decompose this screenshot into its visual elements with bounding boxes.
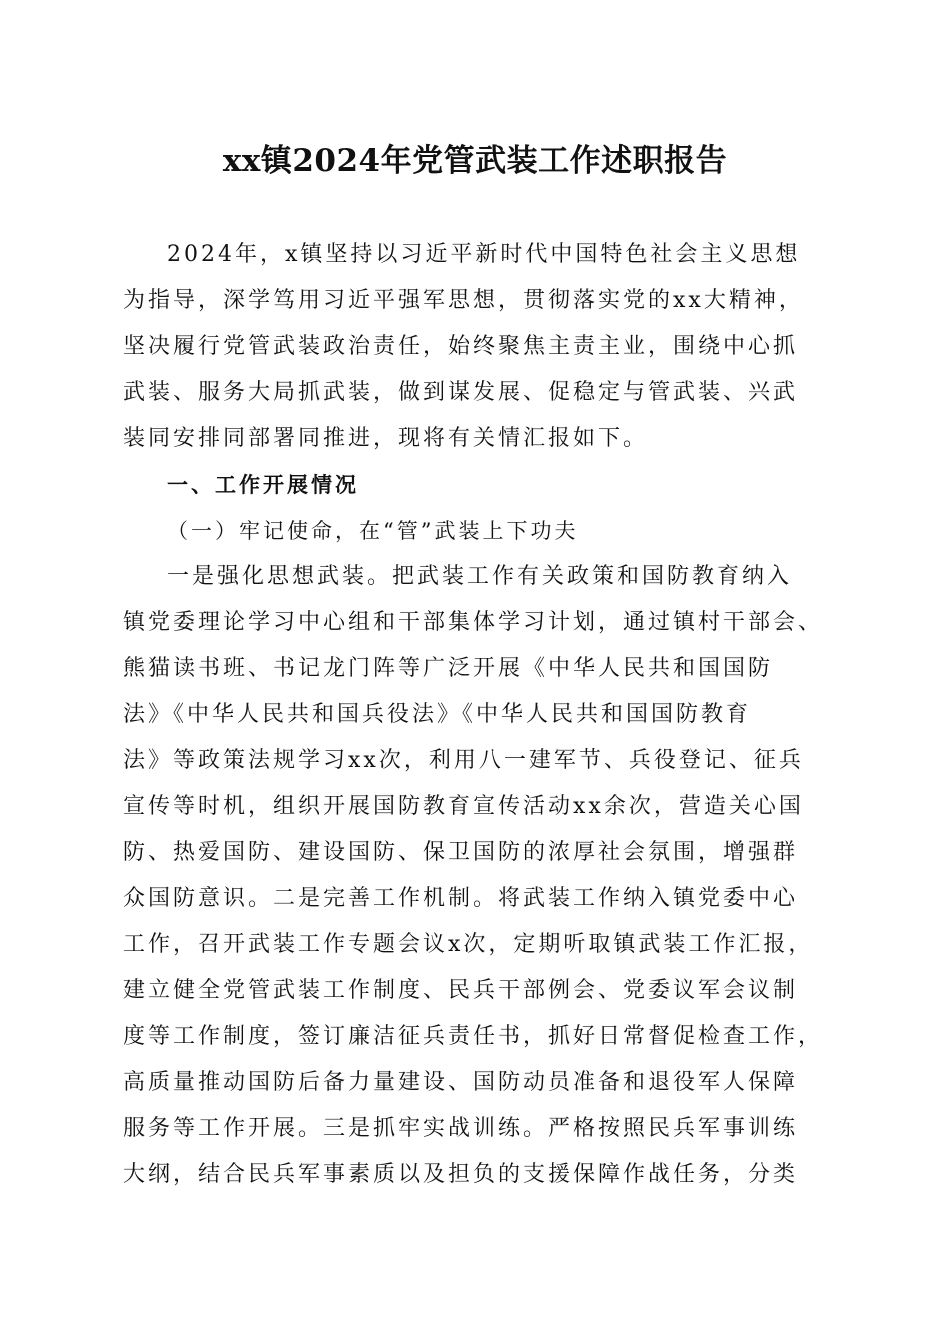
paragraph-line: 武装、服务大局抓武装，做到谋发展、促稳定与管武装、兴武	[123, 380, 799, 405]
paragraph-line: 度等工作制度，签订廉洁征兵责任书，抓好日常督促检查工作，	[123, 1024, 824, 1049]
paragraph-line: 众国防意识。二是完善工作机制。将武装工作纳入镇党委中心	[123, 886, 799, 911]
paragraph-line: 法》《中华人民共和国兵役法》《中华人民共和国国防教育	[123, 702, 752, 727]
paragraph-line: 大纲，结合民兵军事素质以及担负的支援保障作战任务，分类	[123, 1162, 799, 1187]
paragraph-line: 2024年，x镇坚持以习近平新时代中国特色社会主义思想	[167, 242, 801, 267]
paragraph-line: 为指导，深学笃用习近平强军思想，贯彻落实党的xx大精神，	[123, 288, 804, 313]
paragraph-line: 宣传等时机，组织开展国防教育宣传活动xx余次，营造关心国	[123, 794, 804, 819]
paragraph-line: 防、热爱国防、建设国防、保卫国防的浓厚社会氛围，增强群	[123, 840, 799, 865]
paragraph-line: 工作，召开武装工作专题会议x次，定期听取镇武装工作汇报，	[123, 932, 814, 957]
paragraph-line: 装同安排同部署同推进，现将有关情汇报如下。	[123, 426, 649, 451]
subsection-heading: （一）牢记使命，在“管”武装上下功夫	[167, 519, 579, 543]
paragraph-line: 镇党委理论学习中心组和干部集体学习计划，通过镇村干部会、	[123, 610, 824, 635]
paragraph-line: 高质量推动国防后备力量建设、国防动员准备和退役军人保障	[123, 1070, 799, 1095]
document-body	[123, 232, 827, 1198]
paragraph-line: 建立健全党管武装工作制度、民兵干部例会、党委议军会议制	[123, 978, 799, 1003]
document-title: xx镇2024年党管武装工作述职报告	[222, 143, 728, 179]
paragraph-line: 一是强化思想武装。把武装工作有关政策和国防教育纳入	[167, 564, 793, 589]
paragraph-line: 坚决履行党管武装政治责任，始终聚焦主责主业，围绕中心抓	[123, 334, 799, 359]
paragraph-line: 法》等政策法规学习xx次，利用八一建军节、兵役登记、征兵	[123, 748, 804, 773]
paragraph-line: 服务等工作开展。三是抓牢实战训练。严格按照民兵军事训练	[123, 1116, 799, 1141]
paragraph-line: 熊猫读书班、书记龙门阵等广泛开展《中华人民共和国国防	[123, 656, 774, 681]
section-heading: 一、工作开展情况	[167, 473, 359, 497]
